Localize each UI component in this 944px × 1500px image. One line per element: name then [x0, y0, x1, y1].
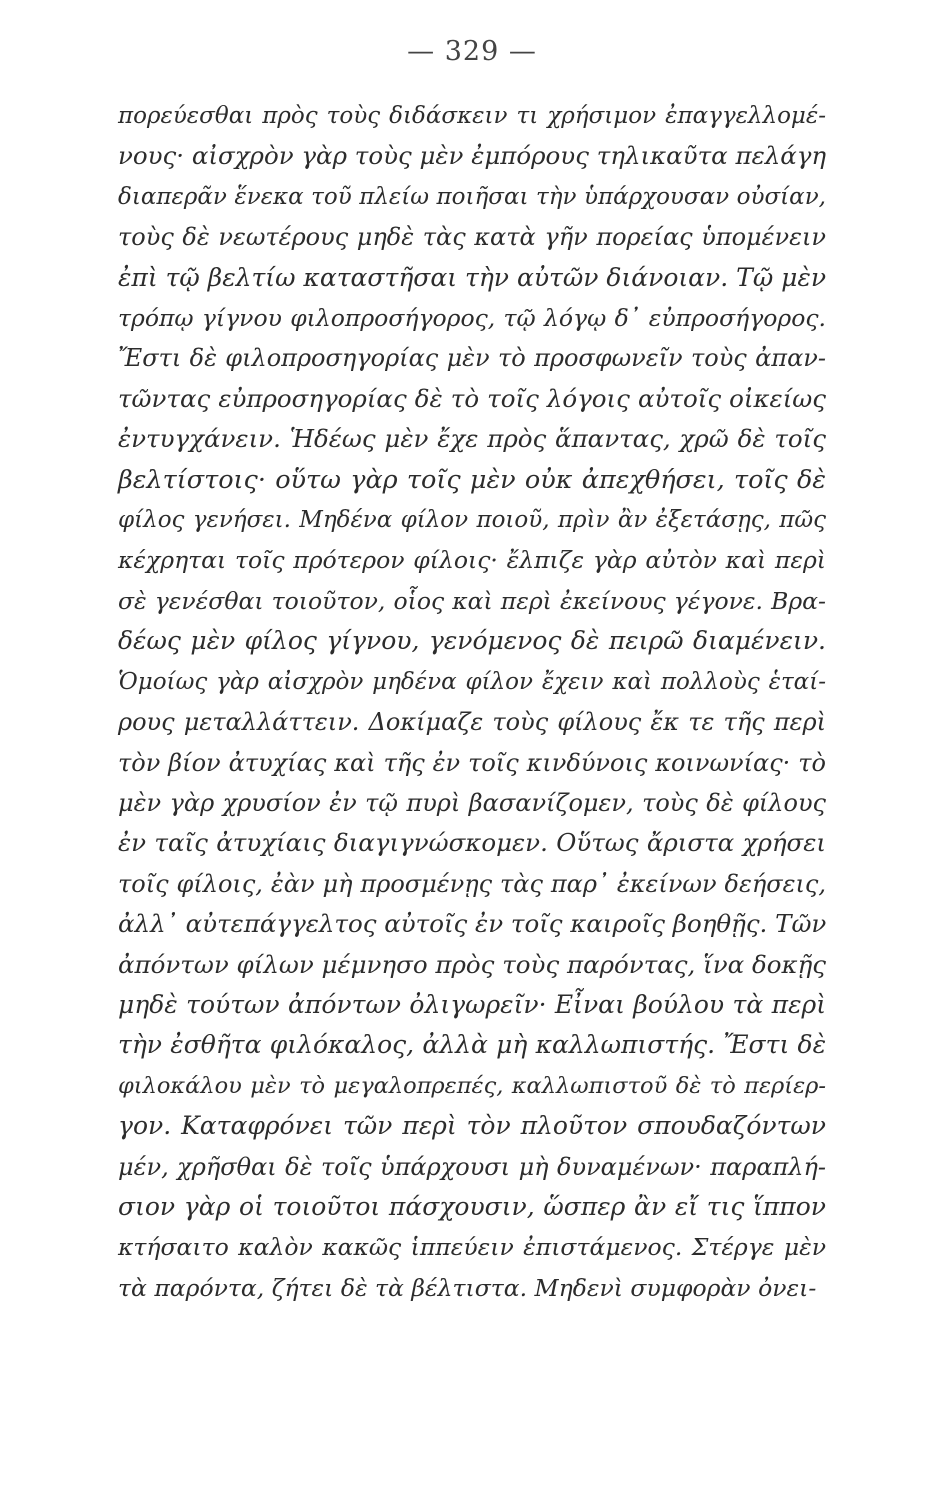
text-line: γον. Καταφρόνει τῶν περὶ τὸν πλοῦτον σπουδαζόντων [118, 1111, 826, 1141]
text-line: βελτίστοις· οὕτω γὰρ τοῖς μὲν οὐκ ἀπεχθήσει, τοῖς δὲ [118, 464, 826, 495]
text-line: Ὁμοίως γὰρ αἰσχρὸν μηδένα φίλον ἔχειν καὶ πολλοὺς ἑταί- [118, 668, 826, 695]
text-line: κτήσαιτο καλὸν κακῶς ἱππεύειν ἐπιστάμενος. Στέργε μὲν [118, 1233, 826, 1262]
text-line: κέχρηται τοῖς πρότερον φίλοις· ἔλπιζε γὰρ αὐτὸν καὶ περὶ [118, 546, 826, 575]
text-line: Ἔστι δὲ φιλοπροσηγορίας μὲν τὸ προσφωνεῖν τοὺς ἀπαν- [118, 344, 826, 373]
text-line: ρους μεταλλάττειν. Δοκίμαζε τοὺς φίλους ἔκ τε τῆς περὶ [118, 708, 826, 737]
text-line: φίλος γενήσει. Μηδένα φίλον ποιοῦ, πρὶν ἂν ἐξετάσῃς, πῶς [118, 507, 826, 534]
text-line: τοὺς δὲ νεωτέρους μηδὲ τὰς κατὰ γῆν πορείας ὑπομένειν [118, 223, 826, 252]
text-line: μηδὲ τούτων ἀπόντων ὀλιγωρεῖν· Εἶναι βούλου τὰ περὶ [118, 989, 826, 1019]
text-line: δέως μὲν φίλος γίγνου, γενόμενος δὲ πειρῶ διαμένειν. [118, 626, 826, 656]
text-line: τὰ παρόντα, ζήτει δὲ τὰ βέλτιστα. Μηδενὶ συμφορὰν ὀνει- [118, 1273, 817, 1302]
page-number: — 329 — [407, 36, 537, 67]
text-line: ἀλλ᾽ αὐτεπάγγελτος αὐτοῖς ἐν τοῖς καιροῖς βοηθῇς. Τῶν [118, 909, 827, 939]
text-line: τοῖς φίλοις, ἐὰν μὴ προσμένῃς τὰς παρ᾽ ἐκείνων δεήσεις, [118, 869, 826, 898]
text-line: νους· αἰσχρὸν γὰρ τοὺς μὲν ἐμπόρους τηλικαῦτα πελάγη [118, 141, 827, 171]
text-line: ἐπὶ τῷ βελτίω καταστῆσαι τὴν αὐτῶν διάνοιαν. Τῷ μὲν [118, 262, 827, 292]
text-line: διαπερᾶν ἕνεκα τοῦ πλείω ποιῆσαι τὴν ὑπάρχουσαν οὐσίαν, [118, 183, 826, 210]
text-line: ἐν ταῖς ἀτυχίαις διαγιγνώσκομεν. Οὕτως ἄριστα χρήσει [118, 828, 826, 858]
text-line: τῶντας εὐπροσηγορίας δὲ τὸ τοῖς λόγοις αὐτοῖς οἰκείως [118, 383, 826, 413]
text-line: ἐντυγχάνειν. Ἡδέως μὲν ἔχε πρὸς ἅπαντας, χρῶ δὲ τοῖς [118, 424, 826, 454]
text-line: μὲν γὰρ χρυσίον ἐν τῷ πυρὶ βασανίζομεν, τοὺς δὲ φίλους [118, 788, 826, 817]
text-line: τρόπῳ γίγνου φιλοπροσήγορος, τῷ λόγῳ δ᾽ εὐπροσήγορος. [118, 304, 826, 333]
text-line: ἀπόντων φίλων μέμνησο πρὸς τοὺς παρόντας, ἵνα δοκῇς [118, 949, 826, 979]
text-line: πορεύεσθαι πρὸς τοὺς διδάσκειν τι χρήσιμον ἐπαγγελλομέ- [118, 103, 826, 129]
text-line: σὲ γενέσθαι τοιοῦτον, οἷος καὶ περὶ ἐκείνους γέγονε. Βρα- [118, 586, 826, 615]
text-line: μέν, χρῆσθαι δὲ τοῖς ὑπάρχουσι μὴ δυναμένων· παραπλή- [118, 1152, 826, 1181]
text-line: σιον γὰρ οἱ τοιοῦτοι πάσχουσιν, ὥσπερ ἂν εἴ τις ἵππον [118, 1191, 826, 1221]
body-text [118, 96, 826, 1308]
text-line: τὴν ἐσθῆτα φιλόκαλος, ἀλλὰ μὴ καλλωπιστής. Ἔστι δὲ [118, 1030, 826, 1060]
text-line: τὸν βίον ἀτυχίας καὶ τῆς ἐν τοῖς κινδύνοις κοινωνίας· τὸ [118, 748, 826, 777]
text-line: φιλοκάλου μὲν τὸ μεγαλοπρεπές, καλλωπιστοῦ δὲ τὸ περίερ- [118, 1072, 826, 1099]
